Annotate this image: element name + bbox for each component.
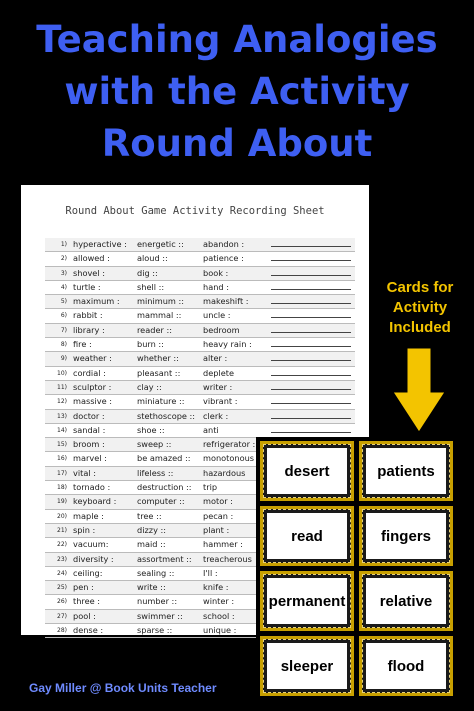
row-term-c: knife : (203, 582, 229, 593)
row-term-c: patience : (203, 253, 244, 264)
answer-line[interactable] (271, 418, 351, 419)
row-term-b: stethoscope :: (137, 410, 196, 421)
row-term-c: plant : (203, 524, 230, 535)
row-term-a: turtle : (73, 281, 101, 292)
row-term-c: abandon : (203, 239, 245, 249)
row-number: 6) (60, 312, 67, 320)
row-term-c: hand : (203, 281, 229, 292)
row-number: 4) (60, 283, 67, 291)
row-number: 25) (57, 584, 67, 592)
row-term-b: clay :: (137, 381, 162, 392)
note-line-1: Cards for (386, 279, 454, 296)
row-term-b: mammal :: (137, 310, 182, 321)
row-number: 13) (57, 412, 67, 420)
row-term-a: vital : (73, 467, 96, 478)
row-number: 12) (57, 398, 67, 406)
answer-line[interactable] (271, 403, 351, 404)
row-term-c: monotonous (203, 453, 255, 464)
answer-line[interactable] (271, 317, 351, 318)
row-number: 14) (57, 426, 67, 434)
answer-line[interactable] (271, 432, 351, 433)
sheet-row (45, 238, 355, 252)
word-card (358, 505, 454, 567)
row-term-b: sweep :: (137, 439, 172, 450)
row-number: 21) (57, 526, 67, 534)
row-term-b: be amazed :: (137, 453, 191, 464)
row-number: 18) (57, 484, 67, 492)
row-number: 11) (57, 383, 67, 391)
sheet-row (45, 252, 355, 266)
row-term-a: sandal : (73, 424, 106, 435)
row-term-a: sculptor : (73, 381, 112, 392)
row-term-c: heavy rain : (203, 339, 252, 350)
row-number: 16) (57, 455, 67, 463)
row-number: 20) (57, 512, 67, 520)
row-term-c: hazardous (203, 467, 246, 478)
sheet-row (45, 324, 355, 338)
row-term-a: tornado : (73, 482, 111, 493)
row-term-a: spin : (73, 524, 96, 535)
sheet-row (45, 395, 355, 409)
sheet-row (45, 352, 355, 366)
row-term-a: shovel : (73, 267, 105, 278)
row-term-b: number :: (137, 596, 178, 607)
row-term-a: cordial : (73, 367, 106, 378)
card-word: read (267, 513, 347, 559)
row-term-c: makeshift : (203, 296, 249, 307)
row-number: 10) (57, 369, 67, 377)
row-term-a: diversity : (73, 553, 114, 564)
row-term-b: computer :: (137, 496, 185, 507)
answer-line[interactable] (271, 303, 351, 304)
row-term-c: pecan : (203, 510, 234, 521)
row-term-a: vacuum: (73, 539, 109, 550)
row-term-b: shoe :: (137, 424, 165, 435)
row-term-b: whether :: (137, 353, 179, 364)
sheet-row (45, 338, 355, 352)
row-term-a: maple : (73, 510, 104, 521)
row-term-c: trip (203, 482, 218, 493)
row-term-c: writer : (203, 381, 233, 392)
row-number: 28) (57, 627, 67, 635)
word-card (358, 440, 454, 502)
row-term-a: rabbit : (73, 310, 103, 321)
row-term-c: alter : (203, 353, 228, 364)
row-term-b: reader :: (137, 324, 172, 335)
row-term-a: doctor : (73, 410, 105, 421)
card-word: fingers (366, 513, 446, 559)
row-term-c: motor : (203, 496, 233, 507)
row-term-b: lifeless :: (137, 467, 174, 478)
word-card (259, 570, 355, 632)
answer-line[interactable] (271, 260, 351, 261)
answer-line[interactable] (271, 246, 351, 247)
card-word: sleeper (267, 643, 347, 689)
row-number: 17) (57, 469, 67, 477)
row-term-c: hammer : (203, 539, 243, 550)
title-line-2: with the Activity (64, 70, 410, 113)
down-arrow-icon (391, 348, 447, 434)
row-term-b: tree :: (137, 510, 162, 521)
sheet-row (45, 295, 355, 309)
row-number: 22) (57, 541, 67, 549)
answer-line[interactable] (271, 332, 351, 333)
page-title (0, 14, 474, 170)
word-card (259, 440, 355, 502)
answer-line[interactable] (271, 375, 351, 376)
row-term-c: refrigerator : (203, 439, 256, 450)
row-number: 27) (57, 612, 67, 620)
sheet-row (45, 267, 355, 281)
row-term-b: sparse :: (137, 625, 173, 636)
row-number: 7) (60, 326, 67, 334)
sheet-row (45, 281, 355, 295)
row-number: 8) (60, 341, 67, 349)
title-line-3: Round About (101, 122, 373, 165)
row-term-a: keyboard : (73, 496, 117, 507)
row-term-a: weather : (73, 353, 112, 364)
row-term-b: dizzy :: (137, 524, 167, 535)
row-term-c: vibrant : (203, 396, 238, 407)
card-word: permanent (267, 578, 347, 624)
row-term-b: energetic :: (137, 239, 184, 249)
row-term-b: assortment :: (137, 553, 192, 564)
row-term-b: dig :: (137, 267, 158, 278)
word-cards (256, 437, 458, 699)
row-term-b: destruction :: (137, 482, 192, 493)
row-term-a: allowed : (73, 253, 110, 264)
footer-credit: Gay Miller @ Book Units Teacher (29, 681, 217, 695)
row-term-a: pool : (73, 610, 96, 621)
answer-line[interactable] (271, 389, 351, 390)
sheet-row (45, 381, 355, 395)
row-term-b: minimum :: (137, 296, 184, 307)
row-term-a: marvel : (73, 453, 107, 464)
row-term-b: swimmer :: (137, 610, 183, 621)
row-term-a: massive : (73, 396, 113, 407)
row-term-c: school : (203, 610, 235, 621)
row-term-c: book : (203, 267, 229, 278)
word-card (259, 635, 355, 697)
row-term-c: bedroom (203, 324, 240, 335)
sheet-row (45, 424, 355, 438)
row-number: 5) (60, 298, 67, 306)
note-line-3: Included (389, 319, 451, 336)
row-term-c: deplete (203, 367, 234, 378)
row-term-c: anti (203, 424, 219, 435)
row-number: 15) (57, 441, 67, 449)
row-term-b: sealing :: (137, 567, 175, 578)
card-word: desert (267, 448, 347, 494)
row-number: 3) (60, 269, 67, 277)
card-word: patients (366, 448, 446, 494)
row-term-c: clerk : (203, 410, 229, 421)
answer-line[interactable] (271, 346, 351, 347)
row-number: 23) (57, 555, 67, 563)
row-term-b: write :: (137, 582, 166, 593)
answer-line[interactable] (271, 360, 351, 361)
row-number: 26) (57, 598, 67, 606)
row-term-a: fire : (73, 339, 92, 350)
row-term-b: burn :: (137, 339, 164, 350)
sheet-row (45, 367, 355, 381)
note-line-2: Activity (392, 299, 448, 316)
row-number: 2) (60, 255, 67, 263)
row-term-c: unique : (203, 625, 237, 636)
row-term-a: library : (73, 324, 105, 335)
row-term-a: three : (73, 596, 101, 607)
row-number: 24) (57, 569, 67, 577)
row-term-b: miniature :: (137, 396, 185, 407)
row-term-a: ceiling: (73, 567, 103, 578)
row-term-b: pleasant :: (137, 367, 181, 378)
row-term-a: maximum : (73, 296, 120, 307)
row-term-c: I'll : (203, 567, 218, 578)
word-card (259, 505, 355, 567)
row-term-b: maid :: (137, 539, 166, 550)
row-term-a: pen : (73, 582, 94, 593)
card-word: flood (366, 643, 446, 689)
sheet-title: Round About Game Activity Recording Sheet (65, 205, 325, 217)
row-term-b: shell :: (137, 281, 165, 292)
word-card (358, 635, 454, 697)
row-number: 9) (60, 355, 67, 363)
sheet-row (45, 410, 355, 424)
row-term-b: aloud :: (137, 253, 168, 264)
row-term-c: uncle : (203, 310, 231, 321)
answer-line[interactable] (271, 275, 351, 276)
row-term-a: hyperactive : (73, 239, 127, 249)
row-number: 19) (57, 498, 67, 506)
answer-line[interactable] (271, 289, 351, 290)
title-line-1: Teaching Analogies (36, 18, 438, 61)
row-term-c: treacherous (203, 553, 252, 564)
word-card (358, 570, 454, 632)
row-number: 1) (60, 241, 67, 248)
cards-note (370, 278, 470, 338)
row-term-a: broom : (73, 439, 105, 450)
card-word: relative (366, 578, 446, 624)
sheet-row (45, 309, 355, 323)
row-term-c: winter : (203, 596, 235, 607)
row-term-a: dense : (73, 625, 104, 636)
